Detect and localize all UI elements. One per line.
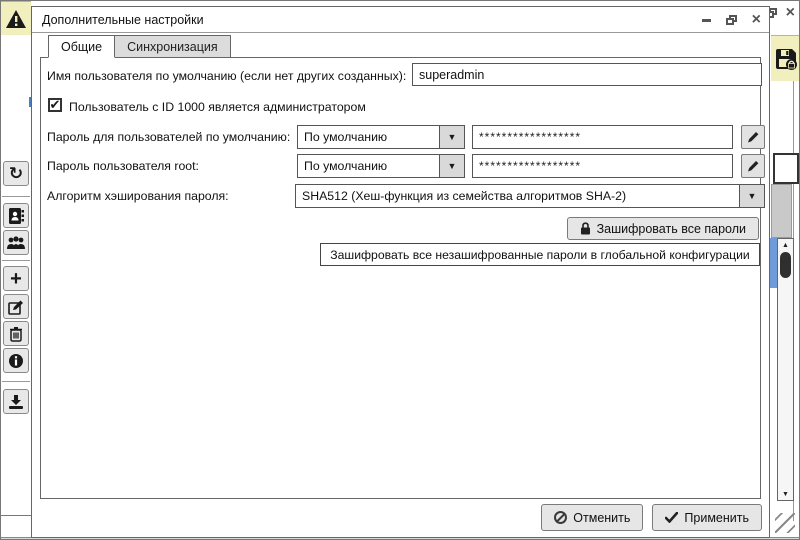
selected-option: SHA512 (Хеш-функция из семейства алгоритмов SHA-2) [302,189,627,203]
edit-pencil-icon [8,299,24,315]
bg-vertical-scrollbar[interactable] [777,238,794,501]
toolbar-right-segment [771,35,800,81]
encrypt-all-label: Зашифровать все пароли [596,221,746,236]
apply-label: Применить [684,510,749,525]
window-resize-grip[interactable] [775,513,795,533]
sidebar-refresh-button[interactable] [3,161,29,186]
toolbar-left-segment [1,1,31,35]
refresh-icon: ↻ [8,163,24,183]
edit-default-password-button[interactable] [741,125,765,149]
pencil-icon [746,159,760,173]
root-password-field[interactable]: ****************** [472,154,733,178]
default-username-label: Имя пользователя по умолчанию (если нет других созданных): [47,69,407,83]
bg-field-sliver [773,153,799,184]
selected-option: По умолчанию [304,159,388,173]
tab-synchronization[interactable]: Синхронизация [115,35,231,58]
tab-general[interactable]: Общие [48,35,115,58]
warning-icon [5,9,27,29]
dialog-minimize-button[interactable] [702,19,711,22]
default-password-mode-select[interactable] [297,125,465,149]
bg-header-sliver [771,184,792,238]
default-username-input[interactable] [412,63,762,86]
edit-root-password-button[interactable] [741,154,765,178]
chevron-down-icon[interactable]: ▼ [439,155,464,177]
trash-icon [9,326,23,342]
chevron-down-icon[interactable]: ▼ [439,126,464,148]
dialog-titlebar[interactable] [32,7,769,33]
dialog-close-button[interactable]: × [751,11,761,28]
tab-content [40,57,761,499]
sidebar-delete-button[interactable] [3,321,29,346]
sidebar-import-button[interactable] [3,389,29,414]
bg-close-button[interactable]: × [785,4,795,21]
cancel-icon [554,511,567,524]
selected-option: По умолчанию [304,130,388,144]
chevron-down-icon[interactable]: ▼ [739,185,764,207]
hash-algorithm-label: Алгоритм хэширования пароля: [47,189,229,203]
encrypt-tooltip: Зашифровать все незашифрованные пароли в глобальной конфигурации [320,243,760,266]
advanced-settings-dialog [31,6,770,538]
dialog-maximize-button[interactable] [726,15,737,25]
cancel-button[interactable] [541,504,643,531]
sidebar-edit-button[interactable] [3,294,29,319]
sidebar-separator [2,196,30,197]
sidebar-users-button[interactable] [3,230,29,255]
sidebar-info-button[interactable] [3,348,29,373]
bg-selection-sliver [770,238,777,288]
address-book-icon [7,207,25,225]
sidebar-separator [2,260,30,261]
bg-window-controls [766,4,795,21]
default-password-label: Пароль для пользователей по умолчанию: [47,130,291,144]
save-lock-icon[interactable] [774,47,798,71]
plus-icon: + [10,267,22,290]
dialog-tabs [48,35,231,58]
info-icon [8,353,24,369]
dialog-footer [541,504,762,531]
pencil-icon [746,130,760,144]
checkmark-icon: ✔ [49,97,61,112]
admin-id1000-checkbox[interactable] [48,98,62,112]
sidebar-contacts-button[interactable] [3,203,29,228]
default-password-field[interactable]: ****************** [472,125,733,149]
root-password-mode-select[interactable] [297,154,465,178]
sidebar-add-button[interactable] [3,266,29,291]
lock-icon [580,222,591,235]
scroll-up-icon[interactable]: ▲ [782,241,789,249]
sidebar-bottom-divider [1,515,31,516]
hash-algorithm-select[interactable] [295,184,765,208]
sidebar-separator [2,381,30,382]
cancel-label: Отменить [573,510,631,525]
check-icon [665,512,678,523]
scrollbar-thumb[interactable] [780,252,791,278]
scroll-down-icon[interactable]: ▼ [782,490,789,498]
users-group-icon [6,235,26,251]
encrypt-all-button[interactable] [567,217,759,240]
root-password-label: Пароль пользователя root: [47,159,199,173]
import-download-icon [8,394,24,410]
dialog-title: Дополнительные настройки [42,12,204,27]
admin-id1000-label: Пользователь с ID 1000 является администратором [69,100,366,114]
apply-button[interactable] [652,504,762,531]
